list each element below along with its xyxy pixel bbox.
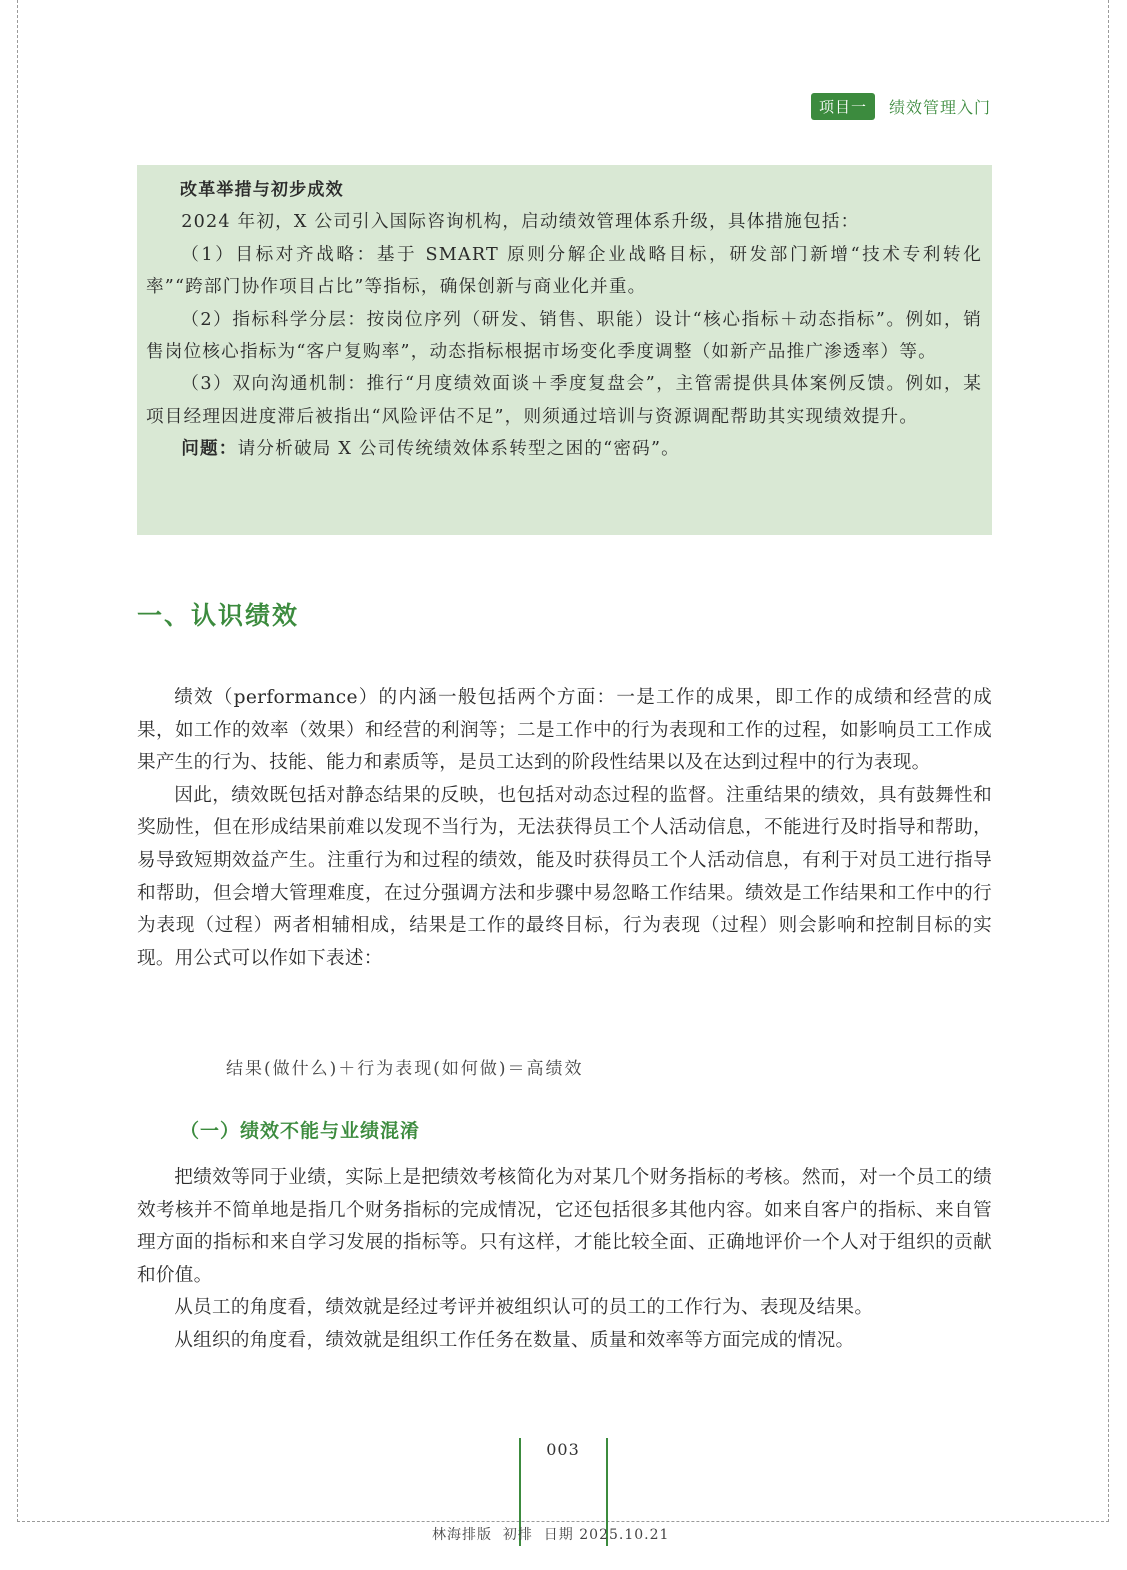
chapter-title: 绩效管理入门 bbox=[888, 98, 991, 117]
subsection-body bbox=[137, 1162, 992, 1358]
section-body bbox=[137, 682, 992, 975]
case-item-3: （3）双向沟通机制：推行“月度绩效面谈＋季度复盘会”，主管需提供具体案例反馈。例如，某项目经理因进度滞后被指出“风险评估不足”，则须通过培训与资源调配帮助其实现绩效提升。 bbox=[146, 374, 982, 427]
case-intro: 2024 年初，X 公司引入国际咨询机构，启动绩效管理体系升级，具体措施包括： bbox=[181, 212, 860, 233]
paragraph: 从员工的角度看，绩效就是经过考评并被组织认可的员工的工作行为、表现及结果。 bbox=[174, 1297, 874, 1319]
page-number: 003 bbox=[546, 1440, 580, 1459]
running-header bbox=[811, 93, 991, 120]
paragraph: 因此，绩效既包括对静态结果的反映，也包括对动态过程的监督。注重结果的绩效，具有鼓舞性和奖励性，但在形成结果前难以发现不当行为，无法获得员工个人活动信息，不能进行及时指导和帮助，易导致短期效益产生。注重行为和过程的绩效，能及时获得员工个人活动信息，有利于对员工进行指导和帮助，但会增大管理难度，在过分强调方法和步骤中易忽略工作结果。绩效是工作结果和工作中的行为表现（过程）两者相辅相成，结果是工作的最终目标，行为表现（过程）则会影响和控制目标的实现。用公式可以作如下表述： bbox=[137, 784, 992, 969]
question-text: 请分析破局 X 公司传统绩效体系转型之困的“密码”。 bbox=[237, 439, 680, 460]
typesetting-stamp: 林海排版 初排 日期 2025.10.21 bbox=[432, 1527, 670, 1543]
case-question bbox=[146, 433, 982, 465]
case-heading: 改革举措与初步成效 bbox=[180, 180, 344, 200]
paragraph: 从组织的角度看，绩效就是组织工作任务在数量、质量和效率等方面完成的情况。 bbox=[174, 1329, 855, 1351]
question-label: 问题： bbox=[181, 439, 238, 460]
case-item-1: （1）目标对齐战略：基于 SMART 原则分解企业战略目标，研发部门新增“技术专利转化率”“跨部门协作项目占比”等指标，确保创新与商业化并重。 bbox=[146, 244, 982, 298]
case-item-2: （2）指标科学分层：按岗位序列（研发、销售、职能）设计“核心指标＋动态指标”。例如，销售岗位核心指标为“客户复购率”，动态指标根据市场变化季度调整（如新产品推广渗透率）等。 bbox=[146, 309, 982, 363]
case-study-box bbox=[137, 165, 992, 535]
paragraph: 把绩效等同于业绩，实际上是把绩效考核简化为对某几个财务指标的考核。然而，对一个员工的绩效考核并不简单地是指几个财务指标的完成情况，它还包括很多其他内容。如来自客户的指标、来自管理方面的指标和来自学习发展的指标等。只有这样，才能比较全面、正确地评价一个人对于组织的贡献和价值。 bbox=[137, 1167, 992, 1286]
formula: 结果(做什么)＋行为表现(如何做)＝高绩效 bbox=[226, 1059, 584, 1079]
section-heading: 一、认识绩效 bbox=[137, 601, 300, 630]
subsection-heading: （一）绩效不能与业绩混淆 bbox=[180, 1120, 421, 1142]
paragraph: 绩效（performance）的内涵一般包括两个方面：一是工作的成果，即工作的成绩和经营的成果，如工作的效率（效果）和经营的利润等；二是工作中的行为表现和工作的过程，如影响员工工作成果产生的行为、技能、能力和素质等，是员工达到的阶段性结果以及在达到过程中的行为表现。 bbox=[137, 687, 992, 774]
chapter-badge: 项目一 bbox=[811, 93, 875, 120]
